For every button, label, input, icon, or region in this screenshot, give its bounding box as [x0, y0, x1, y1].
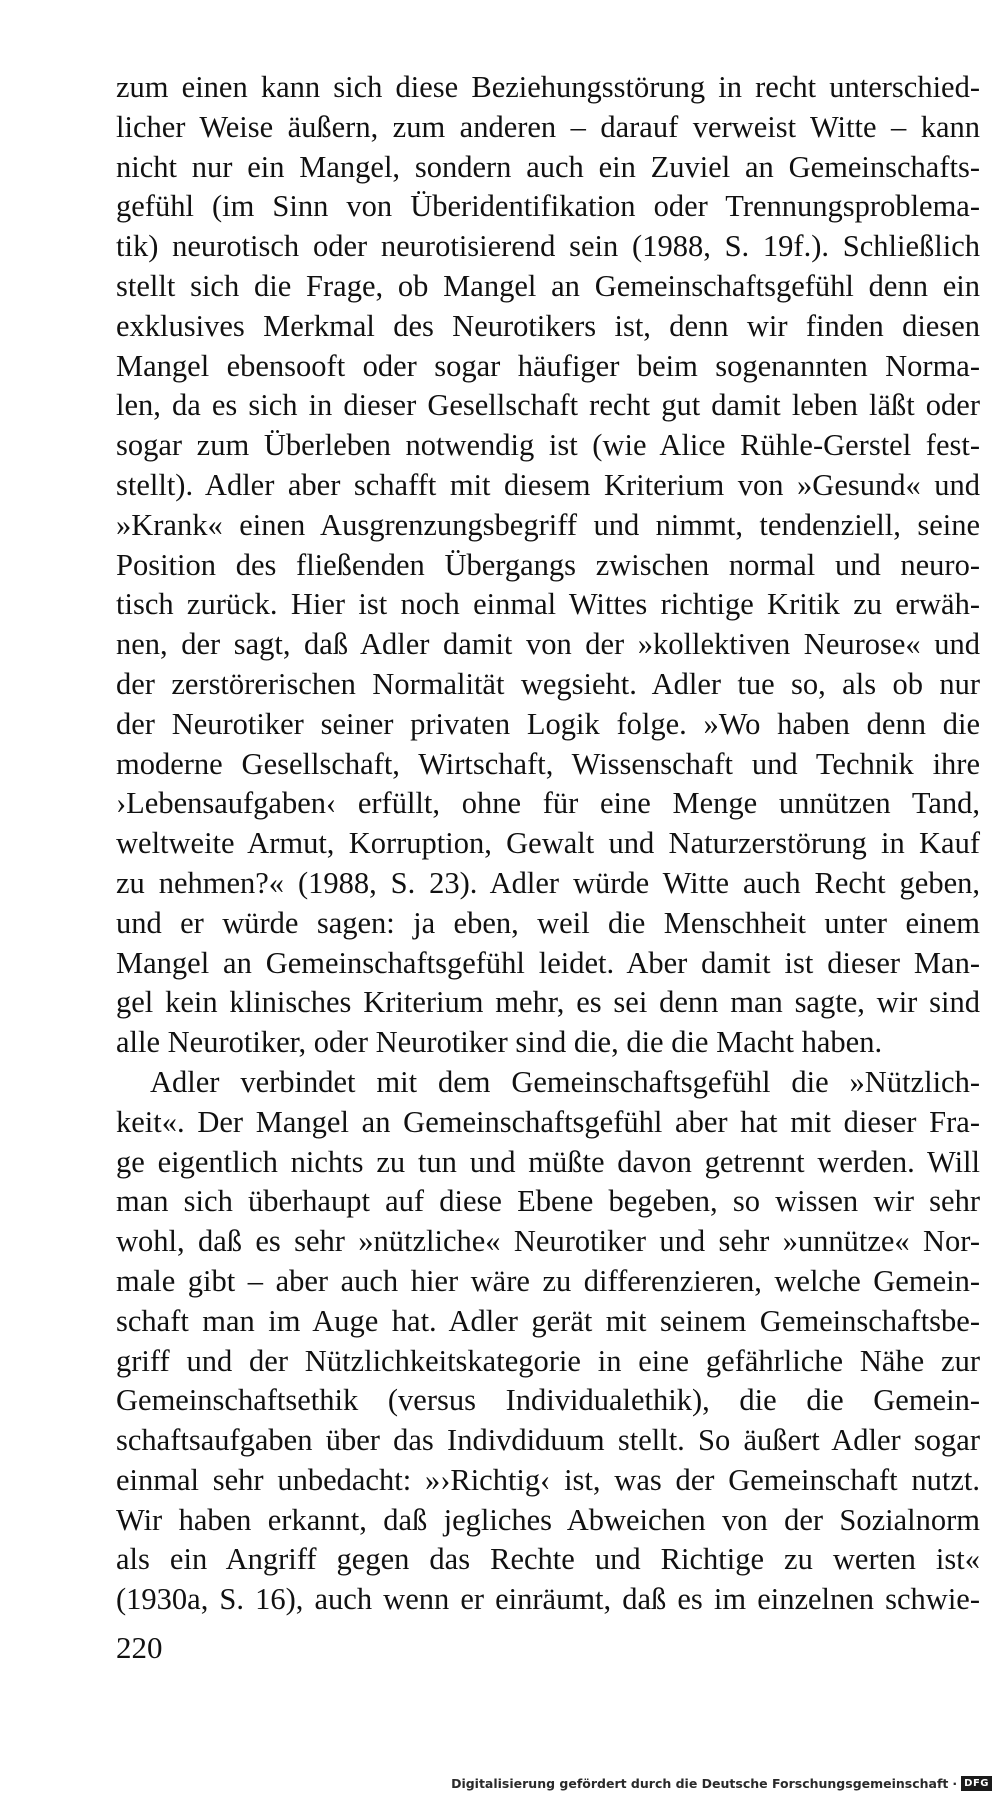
text-line: der zerstörerischen Normalität wegsieht. Adler tue so, als ob nur — [116, 666, 980, 701]
paragraph-first-line: Adler verbindet mit dem Gemeinschaftsgefühl die »Nützlich- — [150, 1064, 980, 1099]
text-line: exklusives Merkmal des Neurotikers ist, denn wir finden diesen — [116, 308, 980, 343]
body-text — [116, 68, 980, 1620]
text-line: Wir haben erkannt, daß jegliches Abweichen von der Sozialnorm — [116, 1502, 980, 1537]
credit-text: Digitalisierung gefördert durch die Deutsche Forschungsgemeinschaft — [451, 1776, 949, 1791]
text-line: tisch zurück. Hier ist noch einmal Wittes richtige Kritik zu erwäh- — [116, 587, 980, 622]
text-line: man sich überhaupt auf diese Ebene begeben, so wissen wir sehr — [116, 1184, 980, 1219]
text-line: moderne Gesellschaft, Wirtschaft, Wissenschaft und Technik ihre — [116, 746, 980, 781]
text-line: der Neurotiker seiner privaten Logik folge. »Wo haben denn die — [116, 706, 980, 741]
dfg-logo: DFG — [961, 1776, 992, 1791]
text-line: stellt). Adler aber schafft mit diesem Kriterium von »Gesund« und — [116, 467, 980, 502]
text-line: als ein Angriff gegen das Rechte und Richtige zu werten ist« — [116, 1542, 980, 1577]
text-line: licher Weise äußern, zum anderen – darauf verweist Witte – kann — [116, 109, 980, 144]
page-number: 220 — [116, 1630, 163, 1665]
text-line: tik) neurotisch oder neurotisierend sein (1988, S. 19f.). Schließlich — [116, 229, 980, 264]
text-line: male gibt – aber auch hier wäre zu differenzieren, welche Gemein- — [116, 1263, 980, 1298]
text-line: schaftsaufgaben über das Indivdiduum stellt. So äußert Adler sogar — [116, 1423, 980, 1458]
text-line: »Krank« einen Ausgrenzungsbegriff und nimmt, tendenziell, seine — [116, 507, 980, 542]
text-line: Mangel ebensooft oder sogar häufiger beim sogenannten Norma- — [116, 348, 980, 383]
text-line: und er würde sagen: ja eben, weil die Menschheit unter einem — [116, 905, 980, 940]
text-line: griff und der Nützlichkeitskategorie in eine gefährliche Nähe zur — [116, 1343, 980, 1378]
text-line: Mangel an Gemeinschaftsgefühl leidet. Aber damit ist dieser Man- — [116, 945, 980, 980]
text-line: keit«. Der Mangel an Gemeinschaftsgefühl aber hat mit dieser Fra- — [116, 1104, 980, 1139]
text-line: gefühl (im Sinn von Überidentifikation oder Trennungsproblema- — [116, 189, 980, 224]
credit-separator: · — [952, 1776, 958, 1791]
digitization-credit — [451, 1776, 992, 1791]
text-line: nen, der sagt, daß Adler damit von der »kollektiven Neurose« und — [116, 627, 980, 662]
text-line: weltweite Armut, Korruption, Gewalt und Naturzerstörung in Kauf — [116, 826, 980, 861]
text-line: (1930a, S. 16), auch wenn er einräumt, daß es im einzelnen schwie- — [116, 1582, 980, 1617]
text-line: alle Neurotiker, oder Neurotiker sind die, die die Macht haben. — [116, 1025, 883, 1060]
text-line: Position des fließenden Übergangs zwischen normal und neuro- — [116, 547, 980, 582]
text-line: zu nehmen?« (1988, S. 23). Adler würde Witte auch Recht geben, — [116, 865, 980, 900]
text-line: nicht nur ein Mangel, sondern auch ein Zuviel an Gemeinschafts- — [116, 149, 980, 184]
text-line: Gemeinschaftsethik (versus Individualethik), die die Gemein- — [116, 1383, 980, 1418]
text-line: zum einen kann sich diese Beziehungsstörung in recht unterschied- — [116, 70, 980, 104]
text-line: stellt sich die Frage, ob Mangel an Gemeinschaftsgefühl denn ein — [116, 268, 980, 303]
text-line: ge eigentlich nichts zu tun und müßte davon getrennt werden. Will — [116, 1144, 980, 1179]
text-line: len, da es sich in dieser Gesellschaft recht gut damit leben läßt oder — [116, 388, 980, 423]
text-line: gel kein klinisches Kriterium mehr, es sei denn man sagte, wir sind — [116, 985, 980, 1020]
text-line: einmal sehr unbedacht: »›Richtig‹ ist, was der Gemeinschaft nutzt. — [116, 1462, 980, 1497]
text-line: sogar zum Überleben notwendig ist (wie Alice Rühle-Gerstel fest- — [116, 428, 980, 463]
text-line: wohl, daß es sehr »nützliche« Neurotiker und sehr »unnütze« Nor- — [116, 1224, 980, 1259]
text-line: ›Lebensaufgaben‹ erfüllt, ohne für eine Menge unnützen Tand, — [116, 786, 980, 821]
text-line: schaft man im Auge hat. Adler gerät mit seinem Gemeinschaftsbe- — [116, 1303, 980, 1338]
